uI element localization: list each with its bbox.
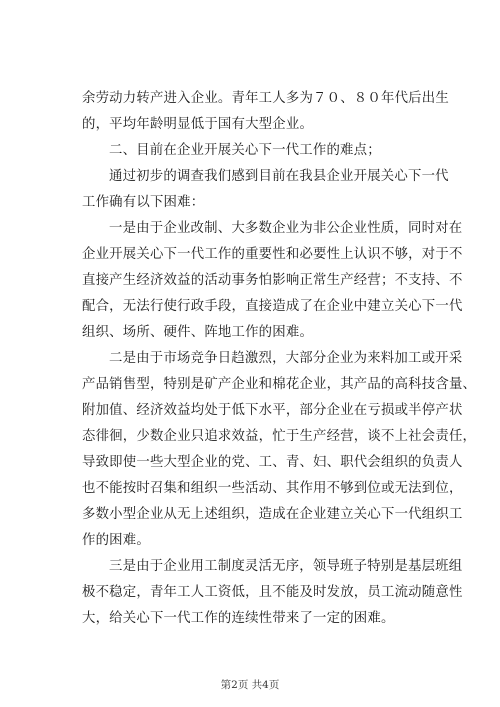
paragraph-line: 极不稳定，青年工人工资低，且不能及时发放，员工流动随意性 bbox=[82, 585, 463, 600]
paragraph-line: 也不能按时召集和组织一些活动、其作用不够到位或无法到位， bbox=[82, 481, 463, 496]
paragraph-line: 附加值、经济效益均处于低下水平，部分企业在亏损或半停产状 bbox=[82, 403, 463, 418]
paragraph-line: 态徘徊，少数企业只追求效益，忙于生产经营，谈不上社会责任， bbox=[82, 429, 477, 444]
paragraph-line: 企业开展关心下一代工作的重要性和必要性上认识不够，对于不 bbox=[82, 247, 463, 262]
paragraph-line: 配合，无法行使行政手段，直接造成了在企业中建立关心下一代 bbox=[82, 299, 463, 314]
paragraph-line: 的，平均年龄明显低于国有大型企业。 bbox=[82, 117, 314, 132]
paragraph-line: 大，给关心下一代工作的连续性带来了一定的困难。 bbox=[82, 611, 395, 626]
paragraph-line: 作的困难。 bbox=[82, 533, 150, 548]
paragraph-line: 余劳动力转产进入企业。青年工人多为７０、８０年代后出生 bbox=[82, 91, 449, 106]
paragraph-line: 通过初步的调查我们感到目前在我县企业开展关心下一代 bbox=[109, 169, 449, 184]
paragraph-line: 组织、场所、硬件、阵地工作的困难。 bbox=[82, 325, 314, 340]
page-number-footer: 第2页 共4页 bbox=[220, 679, 280, 691]
paragraph-line: 三是由于企业用工制度灵活无序，领导班子特别是基层班组 bbox=[109, 559, 463, 574]
section-heading: 二、目前在企业开展关心下一代工作的难点； bbox=[109, 143, 381, 158]
paragraph-line: 一是由于企业改制、大多数企业为非公企业性质，同时对在 bbox=[109, 221, 463, 236]
paragraph-line: 工作确有以下困难： bbox=[82, 195, 205, 210]
paragraph-line: 多数小型企业从无上述组织，造成在企业建立关心下一代组织工 bbox=[82, 507, 463, 522]
paragraph-line: 产品销售型，特别是矿产企业和棉花企业，其产品的高科技含量、 bbox=[82, 377, 477, 392]
paragraph-line: 二是由于市场竞争日趋激烈，大部分企业为来料加工或开采 bbox=[109, 351, 463, 366]
paragraph-line: 直接产生经济效益的活动事务怕影响正常生产经营；不支持、不 bbox=[82, 273, 463, 288]
document-body bbox=[82, 86, 477, 632]
paragraph-line: 导致即使一些大型企业的党、工、青、妇、职代会组织的负责人 bbox=[82, 455, 463, 470]
